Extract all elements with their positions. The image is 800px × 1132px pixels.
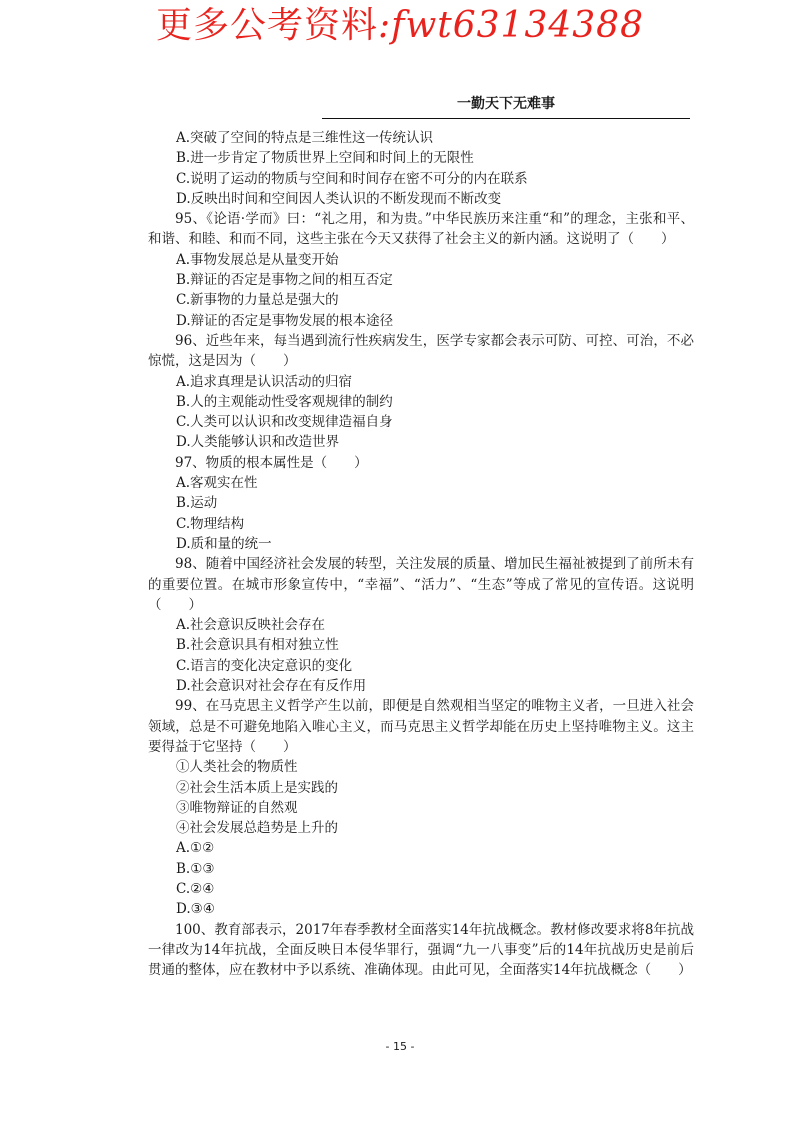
answer-option: B.人的主观能动性受客观规律的制约 (176, 393, 393, 410)
answer-option: ②社会生活本质上是实践的 (176, 779, 338, 796)
answer-option: ①人类社会的物质性 (176, 759, 298, 776)
question-text: 95、《论语·学而》曰：“礼之用，和为贵。”中华民族历来注重“和”的理念，主张和平、和谐、和睦、和而不同，这些主张在今天又获得了社会主义的新内涵。这说明了（ ） (148, 211, 694, 248)
answer-option: B.运动 (176, 495, 218, 512)
question-text: 98、随着中国经济社会发展的转型，关注发展的质量、增加民生福祉被提到了前所未有的重要位置。在城市形象宣传中，“幸福”、“活力”、“生态”等成了常见的宣传语。这说明（ ） (148, 556, 694, 613)
answer-option: D.质和量的统一 (176, 535, 272, 552)
answer-option: A.追求真理是认识活动的归宿 (176, 373, 353, 390)
answer-option: A.客观实在性 (176, 475, 258, 492)
question-text: 97、物质的根本属性是（ ） (175, 454, 368, 471)
answer-option: C.语言的变化决定意识的变化 (176, 657, 353, 674)
answer-option: C.物理结构 (176, 515, 245, 532)
answer-option: A.事物发展总是从量变开始 (176, 251, 339, 268)
header-divider (322, 118, 690, 119)
answer-option: B.辩证的否定是事物之间的相互否定 (176, 272, 393, 289)
answer-option: B.①③ (176, 860, 215, 877)
question-text: 96、近些年来，每当遇到流行性疾病发生，医学专家都会表示可防、可控、可治，不必惊慌，这是因为（ ） (148, 332, 694, 370)
page-header-motto: 一勤天下无难事 (457, 96, 555, 112)
answer-option: D.反映出时间和空间因人类认识的不断发现而不断改变 (176, 190, 502, 207)
answer-option: A.突破了空间的特点是三维性这一传统认识 (176, 130, 434, 146)
promo-banner-contact: :fwt63134388 (378, 5, 644, 46)
answer-option: D.辩证的否定是事物发展的根本途径 (176, 312, 394, 329)
answer-option: A.社会意识反映社会存在 (176, 617, 326, 634)
page-number: - 15 - (385, 1040, 415, 1053)
answer-option: D.③④ (176, 901, 215, 918)
promo-banner-text: 更多公考资料 (156, 5, 379, 46)
answer-option: C.人类可以认识和改变规律造福自身 (176, 414, 393, 431)
answer-option: C.说明了运动的物质与空间和时间存在密不可分的内在联系 (176, 170, 528, 187)
answer-option: B.社会意识具有相对独立性 (176, 637, 339, 654)
answer-option: D.人类能够认识和改造世界 (176, 434, 340, 451)
question-text: 99、在马克思主义哲学产生以前，即便是自然观相当坚定的唯物主义者，一旦进入社会领域，总是不可避免地陷入唯心主义，而马克思主义哲学却能在历史上坚持唯物主义。这主要得益于它坚持（ ） (148, 698, 694, 755)
question-text: 100、教育部表示，2017年春季教材全面落实14年抗战概念。教材修改要求将8年抗战一律改为14年抗战，全面反映日本侵华罪行，强调“九一八事变”后的14年抗战历史是前后贯通的整体，应在教材中予以系统、准确体现。由此可见，全面落实14年抗战概念（ ） (148, 921, 694, 979)
answer-option: D.社会意识对社会存在有反作用 (176, 678, 367, 695)
answer-option: B.进一步肯定了物质世界上空间和时间上的无限性 (176, 150, 474, 167)
answer-option: ③唯物辩证的自然观 (176, 799, 298, 816)
answer-option: ④社会发展总趋势是上升的 (176, 820, 338, 837)
promo-banner (0, 4, 800, 48)
answer-option: C.新事物的力量总是强大的 (176, 292, 339, 309)
answer-option: C.②④ (176, 880, 215, 897)
document-body (148, 128, 694, 980)
answer-option: A.①② (176, 840, 215, 857)
